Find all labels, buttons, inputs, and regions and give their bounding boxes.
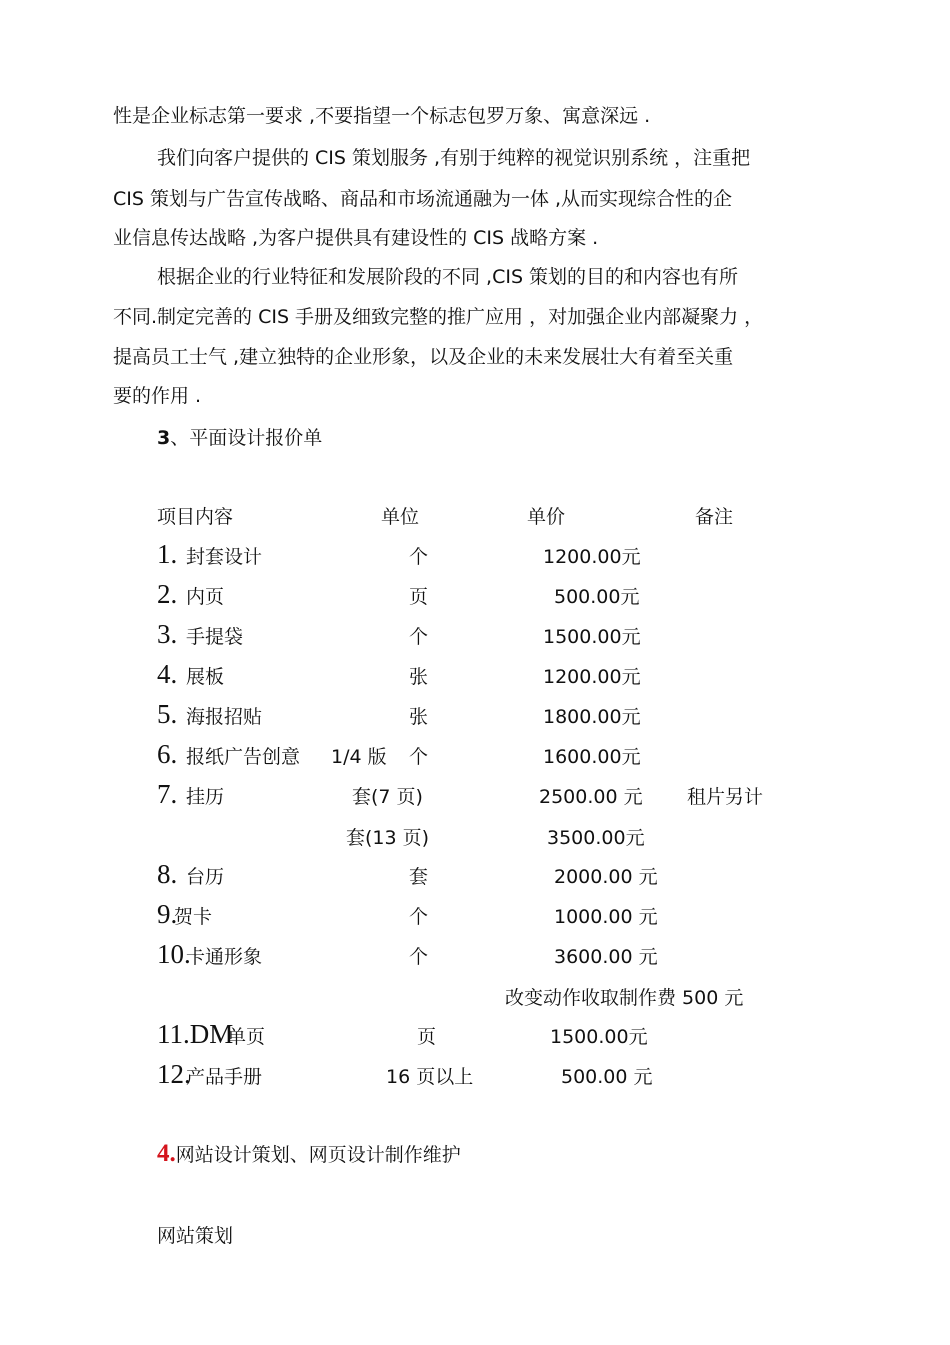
row-price: 1500.00元 — [550, 1026, 648, 1048]
header-price: 单价 — [527, 506, 566, 528]
row-unit: 个 — [409, 626, 429, 648]
paragraph-line: 要的作用 . — [113, 385, 202, 407]
row-number: 8. — [157, 859, 178, 889]
row-number: 9. — [157, 899, 178, 929]
row-number: 11.DM — [157, 1019, 234, 1049]
paragraph-line: CIS 策划与广告宣传战略、商品和市场流通融为一体 ,从而实现综合性的企 — [113, 188, 733, 210]
row-name: 报纸广告创意 — [186, 746, 301, 768]
row-unit: 套(13 页) — [346, 827, 430, 849]
row-unit: 个 — [409, 746, 429, 768]
row-unit: 个 — [409, 946, 429, 968]
row-number: 1. — [157, 539, 178, 569]
subheading: 网站策划 — [157, 1225, 234, 1247]
row-price: 1800.00元 — [543, 706, 641, 728]
paragraph-line: 不同.制定完善的 CIS 手册及细致完整的推广应用 ，对加强企业内部凝聚力 ， — [113, 306, 764, 328]
section-3-number: 3 — [157, 427, 171, 449]
row-price: 500.00元 — [554, 586, 640, 608]
row-price: 2500.00 元 — [539, 786, 643, 808]
row-price: 1200.00元 — [543, 546, 641, 568]
row-name: 展板 — [186, 666, 225, 688]
section-3-heading — [157, 426, 322, 450]
paragraph-line: 业信息传达战略 ,为客户提供具有建设性的 CIS 战略方案 . — [113, 227, 599, 249]
row-unit: 页 — [417, 1026, 437, 1048]
row-price: 1500.00元 — [543, 626, 641, 648]
header-note: 备注 — [695, 506, 734, 528]
row-number: 7. — [157, 779, 178, 809]
section-4-number: 4. — [157, 1140, 176, 1167]
row-unit: 个 — [409, 906, 429, 928]
row-number: 5. — [157, 699, 178, 729]
row-number: 4. — [157, 659, 178, 689]
row-name: 封套设计 — [186, 546, 263, 568]
section-4-heading — [157, 1142, 461, 1167]
row-price: 1000.00 元 — [554, 906, 658, 928]
paragraph-line: 根据企业的行业特征和发展阶段的不同 ,CIS 策划的目的和内容也有所 — [157, 266, 739, 288]
row-number: 6. — [157, 739, 178, 769]
row-name: 卡通形象 — [186, 946, 263, 968]
row-unit: 张 — [409, 666, 429, 688]
row-name: 挂历 — [186, 786, 225, 808]
row-price: 3500.00元 — [547, 827, 645, 849]
row-number: 3. — [157, 619, 178, 649]
row-unit: 张 — [409, 706, 429, 728]
row-unit: 16 页以上 — [386, 1066, 474, 1088]
extra-note: 改变动作收取制作费 500 元 — [505, 987, 744, 1009]
section-4-title: 网站设计策划、网页设计制作维护 — [175, 1144, 461, 1166]
row-name: 手提袋 — [186, 626, 244, 648]
row-name: 海报招贴 — [186, 706, 263, 728]
row-unit: 页 — [409, 586, 429, 608]
row-price: 2000.00 元 — [554, 866, 658, 888]
row-note: 租片另计 — [687, 786, 764, 808]
row-number: 2. — [157, 579, 178, 609]
row-price: 500.00 元 — [561, 1066, 653, 1088]
paragraph-line: 性是企业标志第一要求 ,不要指望一个标志包罗万象、寓意深远 . — [113, 105, 651, 127]
row-name: 内页 — [186, 586, 225, 608]
row-price: 1600.00元 — [543, 746, 641, 768]
header-item: 项目内容 — [157, 506, 234, 528]
header-unit: 单位 — [381, 506, 420, 528]
paragraph-line: 我们向客户提供的 CIS 策划服务 ,有别于纯粹的视觉识别系统 ，注重把 — [157, 147, 751, 169]
row-unit: 个 — [409, 546, 429, 568]
row-number: 12. — [157, 1059, 191, 1089]
row-unit: 套 — [409, 866, 429, 888]
row-name: 贺卡 — [174, 906, 213, 928]
row-name: 单页 — [227, 1026, 266, 1048]
row-price: 1200.00元 — [543, 666, 641, 688]
row-name: 台历 — [186, 866, 225, 888]
row-spec: 1/4 版 — [331, 746, 387, 768]
row-price: 3600.00 元 — [554, 946, 658, 968]
paragraph-line: 提高员工士气 ,建立独特的企业形象，以及企业的未来发展壮大有着至关重 — [113, 346, 734, 368]
row-number: 10. — [157, 939, 191, 969]
row-name: 产品手册 — [186, 1066, 263, 1088]
row-unit: 套(7 页) — [352, 786, 423, 808]
section-3-title: 、平面设计报价单 — [170, 427, 323, 449]
